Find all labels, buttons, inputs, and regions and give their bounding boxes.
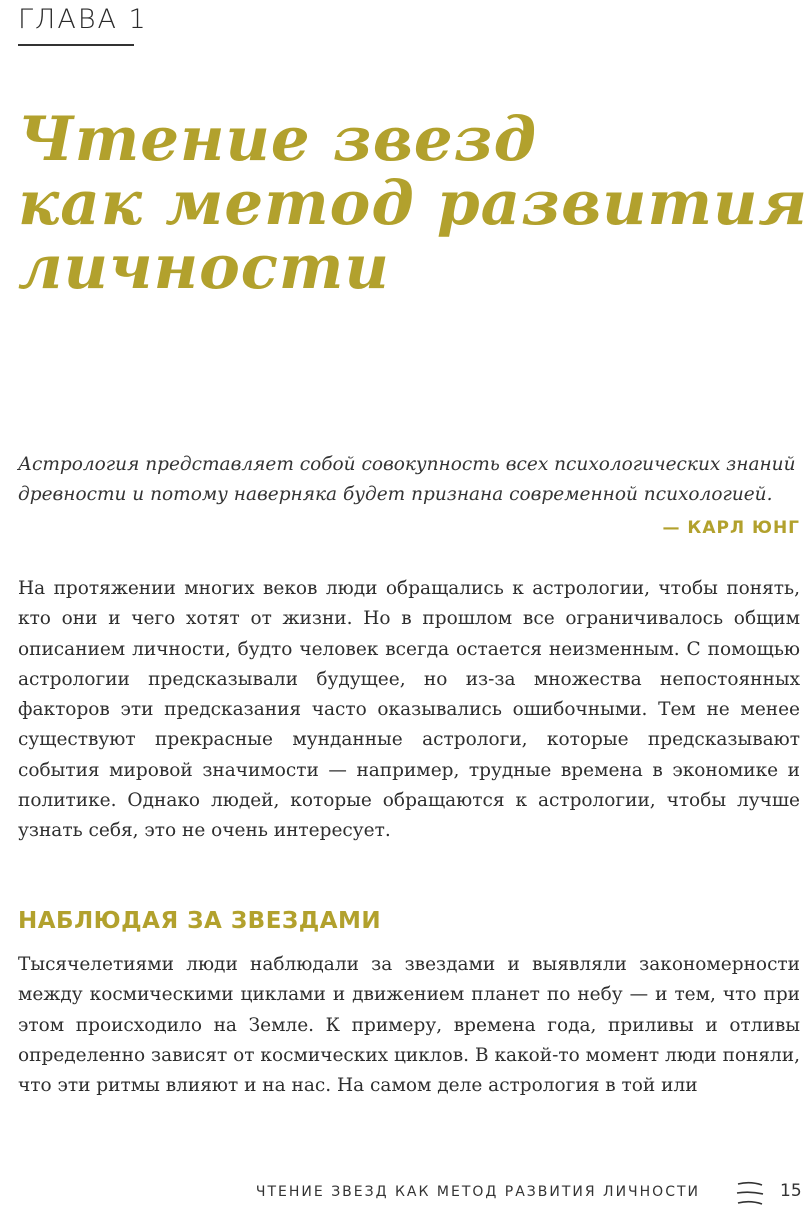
title-line-2: как метод развития — [18, 168, 808, 239]
body-paragraph-2: Тысячелетиями люди наблюдали за звездами и выявляли закономерности между космическими циклами и движением планет по небу — и тем, что при этом происходило на Земле. К примеру, времена года, приливы и отливы определенно зависят от космических циклов. В какой-то момент люди поняли, что эти ритмы влияют и на нас. На самом деле астрология в той или — [18, 954, 800, 1097]
section-heading: НАБЛЮДАЯ ЗА ЗВЕЗДАМИ — [18, 908, 382, 934]
triple-lines-icon — [734, 1178, 766, 1210]
chapter-title — [18, 104, 808, 303]
epigraph-author: — КАРЛ ЮНГ — [662, 518, 800, 538]
body-paragraph-1: На протяжении многих веков люди обращались к астрологии, чтобы понять, кто они и чего хотят от жизни. Но в прошлом все ограничивалось общим описанием личности, будто человек всегда остается неизменным. С помощью астрологии предсказывали будущее, но из-за множества непостоянных факторов эти предсказания часто оказывались ошибочными. Тем не менее существуют прекрасные мунданные астрологи, которые предсказывают события мировой значимости — например, трудные времена в экономике и политике. Однако людей, которые обращаются к астрологии, чтобы лучше узнать себя, это не очень интересует. — [18, 578, 800, 842]
chapter-label: ГЛАВА 1 — [18, 4, 148, 35]
chapter-rule — [18, 44, 134, 46]
title-line-1: Чтение звезд — [18, 104, 538, 175]
epigraph-quote: Астрология представляет собой совокупность всех психологических знаний древности и потому наверняка будет признана современной психологией. — [18, 454, 796, 505]
title-line-3: личности — [18, 232, 390, 303]
page-number: 15 — [780, 1181, 802, 1201]
running-title: ЧТЕНИЕ ЗВЕЗД КАК МЕТОД РАЗВИТИЯ ЛИЧНОСТИ — [255, 1184, 700, 1200]
